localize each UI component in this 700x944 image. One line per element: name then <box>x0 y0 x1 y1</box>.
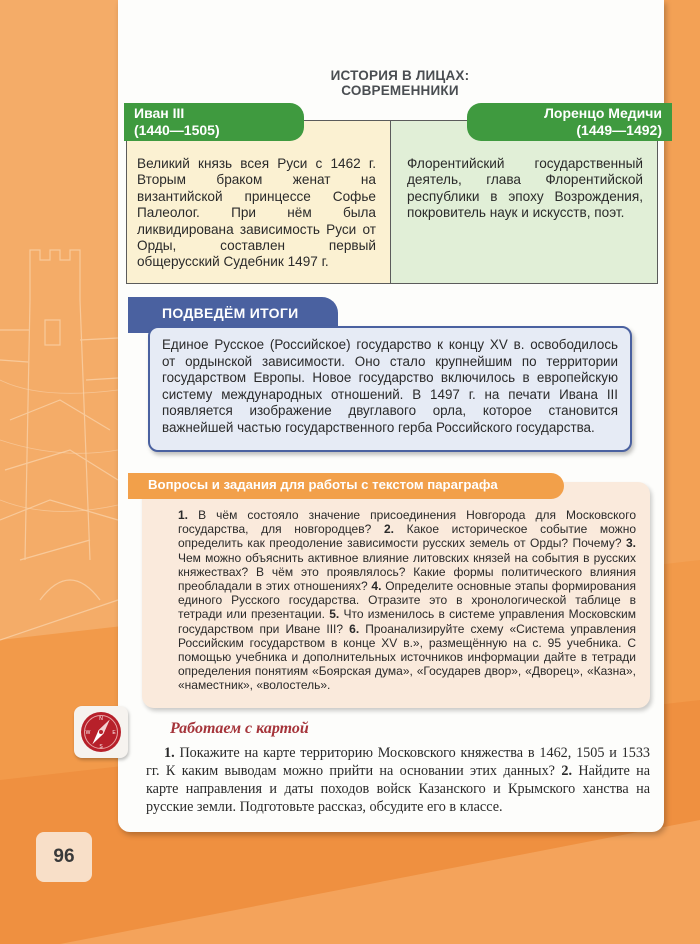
map-task-1-text: Покажите на карте территорию Московского княжества в 1462, 1505 и 1533 гг. К каким выводам можно прийти на основании этих данных? <box>146 745 651 779</box>
question-6-text: Проанализируйте схему «Система управления Российским государством в конце XV в.», размещённую на с. 95 учебника. С помощью учебника и дополнительных источников информации дайте в тетради определения понятиям «Боярская дума», «Государев двор», «Дворец», «Казна», «наместник», «волостель». <box>178 621 637 693</box>
summary-title: ПОДВЕДЁМ ИТОГИ <box>128 297 338 333</box>
question-1-text: В чём состояло значение присоединения Новгорода для Московского государства, для новгородцев? <box>178 508 636 537</box>
map-section-title: Работаем с картой <box>170 720 309 737</box>
persons-heading-line1: ИСТОРИЯ В ЛИЦАХ: <box>330 68 470 83</box>
person-right-description: Флорентийский государственный деятель, глава Флорентийской республики в эпоху Возрождения, покровитель наук и искусств, поэт. <box>391 121 657 283</box>
question-2-text: Какое историческое событие можно определить как преодоление зависимости русских земель от Орды? Почему? <box>178 522 637 551</box>
svg-text:W: W <box>85 730 91 736</box>
question-1-num: 1. <box>178 508 189 522</box>
compass-icon <box>74 706 128 758</box>
compass-icon-tile <box>74 706 128 758</box>
question-5-text: Что изменилось в системе управления Московским государством при Иване III? <box>178 607 636 636</box>
map-task-2-text: Найдите на карте направления и даты походов войск Казанского и Крымского ханства на русские земли. Подготовьте рассказ, обсудите его в классе. <box>146 763 651 815</box>
map-task-2-num: 2. <box>561 763 572 779</box>
page-number: 96 <box>53 846 75 867</box>
person-left-name: Иван III <box>134 105 185 121</box>
questions-box <box>142 482 650 708</box>
person-left-description: Великий князь всея Руси с 1462 г. Вторым браком женат на византийской принцессе Софье Палеолог. При нём была ликвидирована зависимость Руси от Орды, составлен первый общерусский Судебник 1497 г. <box>127 121 391 283</box>
svg-text:E: E <box>112 730 116 736</box>
summary-text: Единое Русское (Российское) государство к концу XV в. освободилось от ордынской зависимости. Оно стало крупнейшим по территории государством Европы. Новое государство включилось в европейскую систему международных отношений. В 1497 г. на печати Ивана III появляется изображение двуглавого орла, которое становится важнейшей частью государственного герба Российского государства. <box>148 326 632 452</box>
question-6-num: 6. <box>349 621 360 636</box>
map-task-1-num: 1. <box>164 745 175 761</box>
question-3-text: Чем можно объяснить активное влияние литовских князей на события в русских княжествах? В чём это проявлялось? Какие формы политического влияния преобладали в этих отношениях? <box>178 550 636 594</box>
question-4-num: 4. <box>371 579 382 594</box>
persons-heading <box>280 68 520 98</box>
svg-text:N: N <box>99 716 103 722</box>
question-5-num: 5. <box>329 607 340 622</box>
person-right-years: (1449—1492) <box>576 122 662 138</box>
questions-title: Вопросы и задания для работы с текстом параграфа <box>128 473 564 499</box>
persons-table <box>126 120 658 284</box>
question-3-num: 3. <box>625 536 636 551</box>
svg-text:S: S <box>99 744 103 750</box>
person-right-name: Лоренцо Медичи <box>544 105 662 121</box>
person-left-tab <box>124 103 304 141</box>
question-2-num: 2. <box>383 522 394 537</box>
person-right-tab <box>467 103 672 141</box>
question-4-text: Определите основные этапы формирования единого Русского государства. Отразите это в хронологической таблице в тетради или презентации. <box>178 579 636 622</box>
persons-heading-line2: СОВРЕМЕННИКИ <box>341 83 459 98</box>
map-section-text <box>146 744 650 816</box>
person-left-years: (1440—1505) <box>134 122 220 138</box>
